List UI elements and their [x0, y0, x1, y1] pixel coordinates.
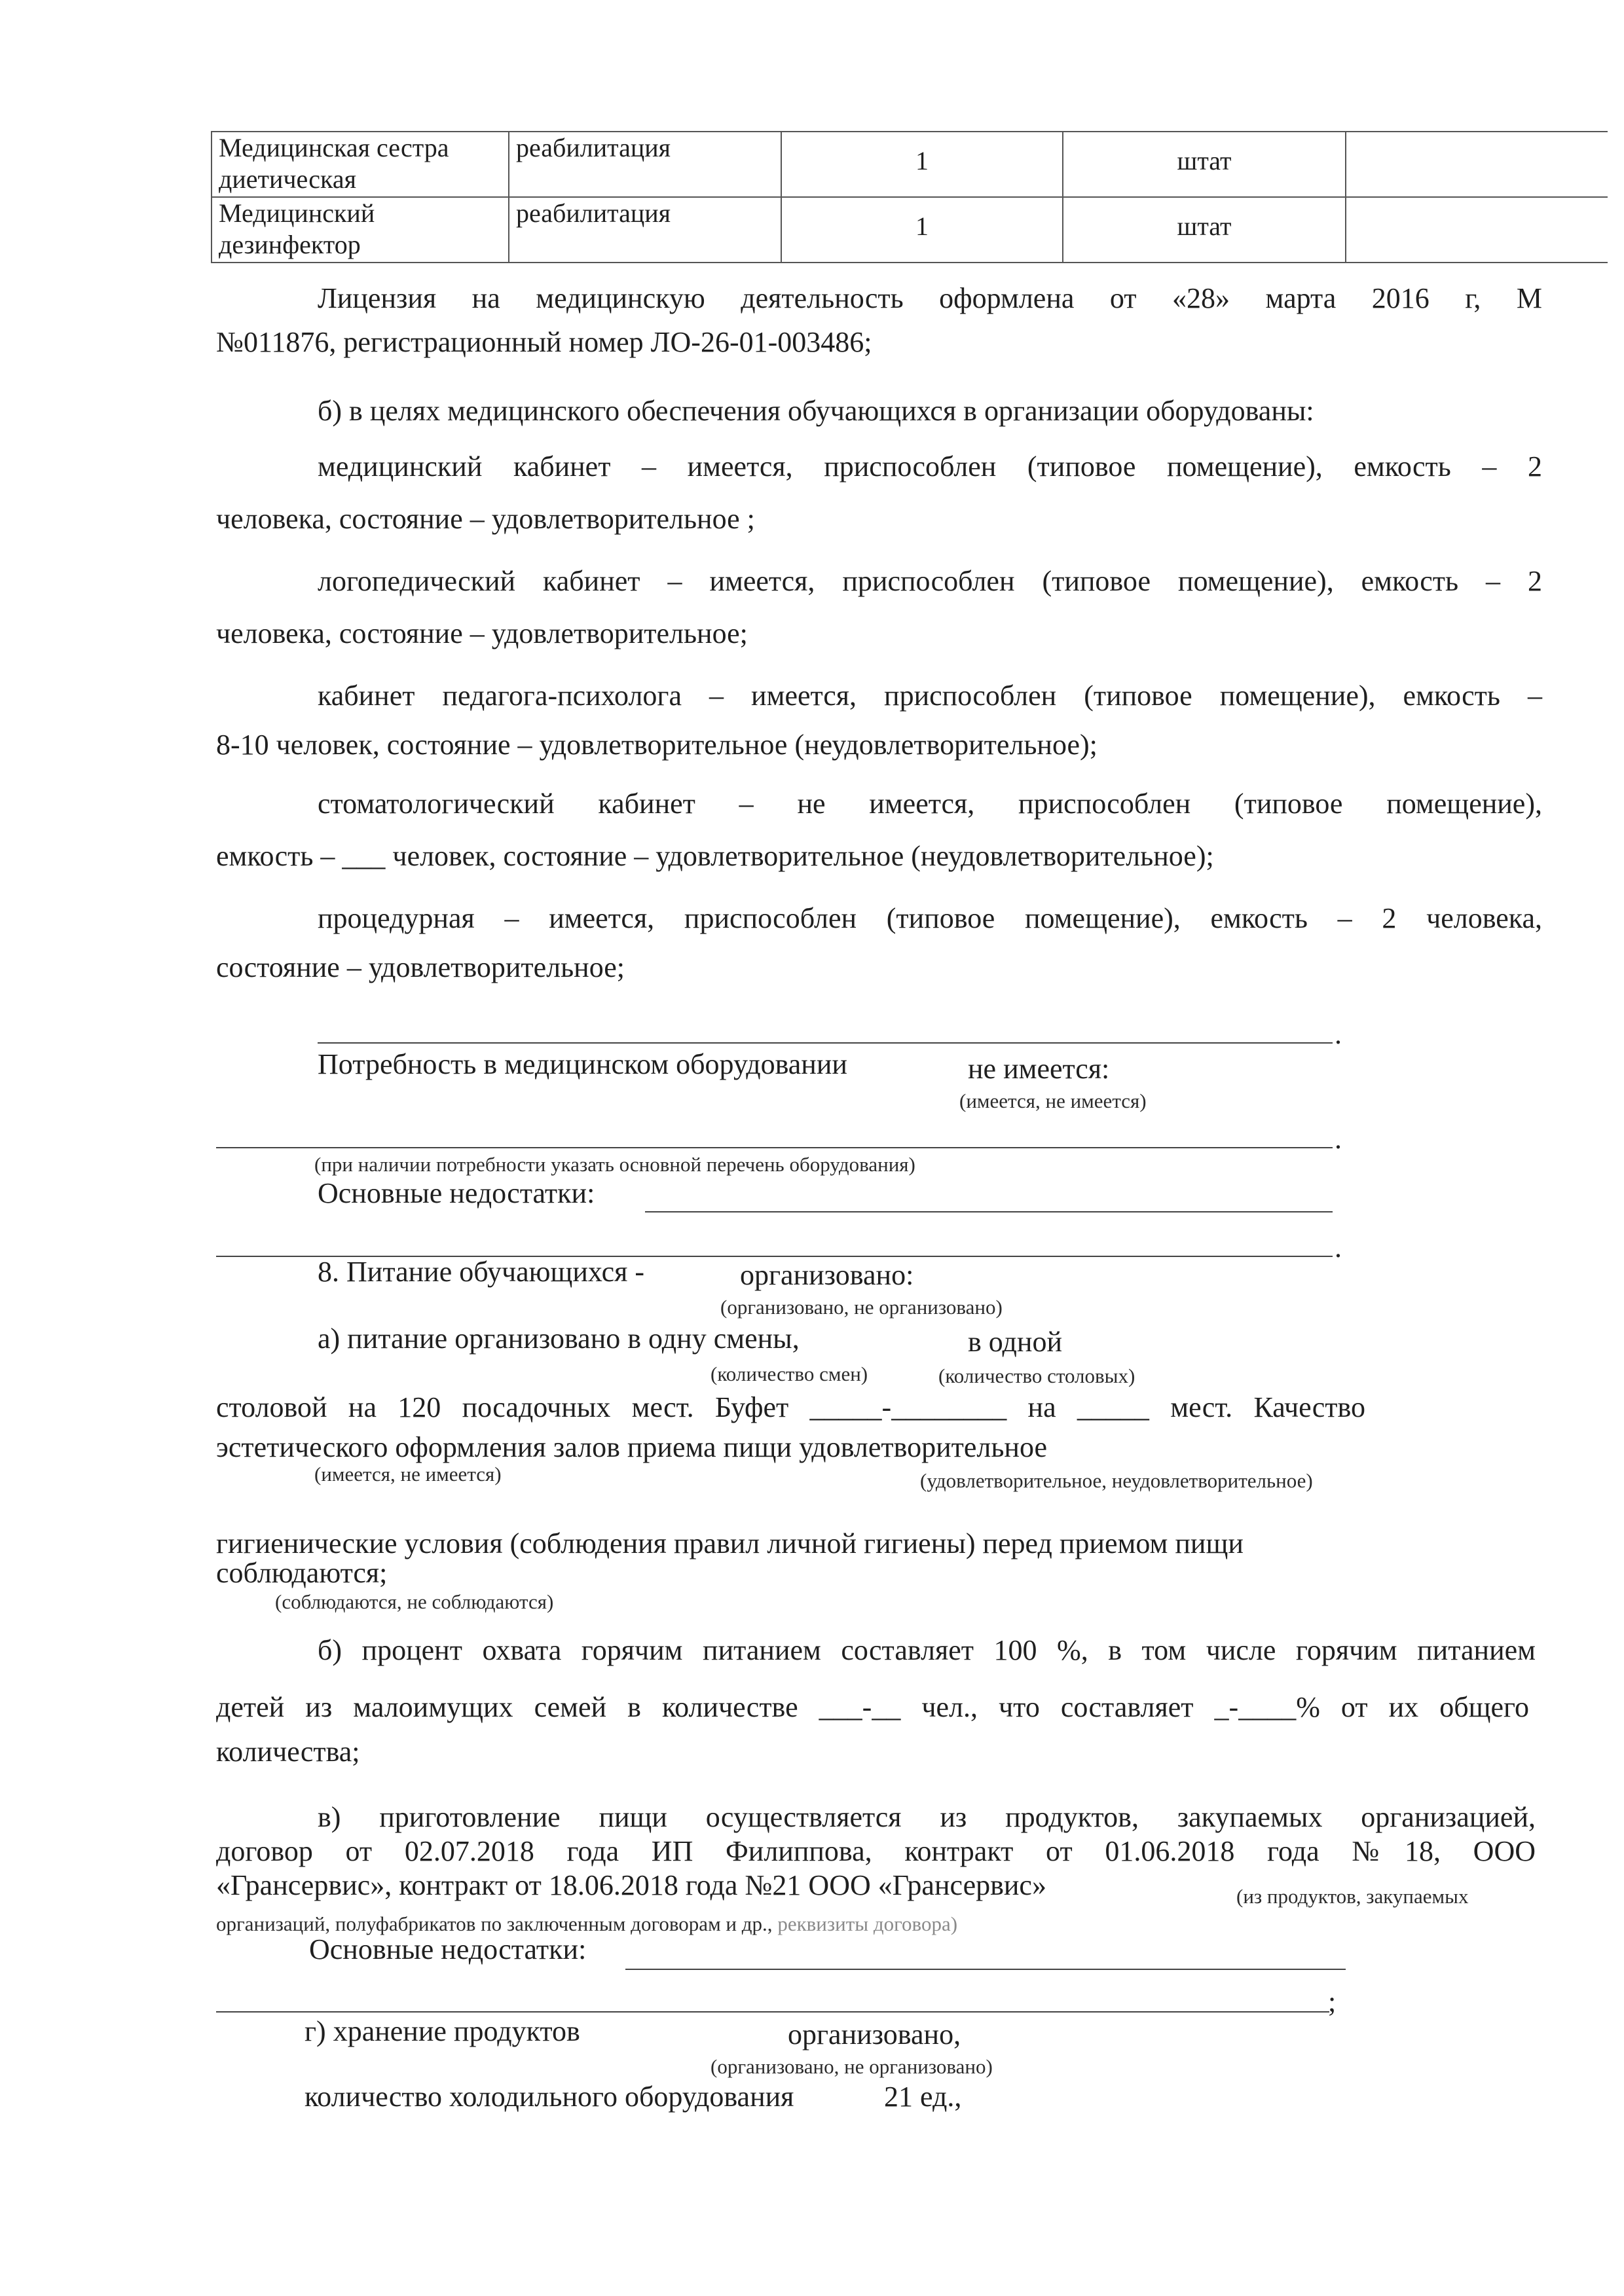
blank-line	[645, 1211, 1333, 1212]
psych-room-line-2: 8-10 человек, состояние – удовлетворительное (неудовлетворительное);	[216, 729, 1098, 761]
count-cell	[781, 197, 1063, 263]
nutrition-canteens: в одной	[968, 1326, 1062, 1358]
unit-value: штат	[1177, 211, 1232, 241]
logoped-room-line-2: человека, состояние – удовлетворительное;	[216, 617, 748, 649]
nutrition-status: организовано:	[740, 1259, 914, 1291]
fridge-text: количество холодильного оборудования	[304, 2081, 794, 2113]
food-prep-hint-1: (из продуктов, закупаемых	[1236, 1885, 1469, 1908]
nutrition-status-hint: (организовано, не организовано)	[720, 1296, 1003, 1319]
count-value: 1	[915, 211, 929, 241]
position-cell: Медицинский дезинфектор	[212, 197, 509, 263]
nutrition-heading: 8. Питание обучающихся -	[318, 1256, 645, 1288]
logoped-room-line-1: логопедический кабинет – имеется, приспособлен (типовое помещение), емкость – 2	[318, 565, 1542, 597]
storage-status: организовано,	[788, 2018, 961, 2050]
aesthetic-line: эстетического оформления залов приема пищи удовлетворительное	[216, 1431, 1048, 1463]
aesthetic-hint: (удовлетворительное, неудовлетворительное)	[920, 1469, 1313, 1492]
count-cell	[781, 132, 1063, 197]
hot-meals-line-2: детей из малоимущих семей в количестве ___-__ чел., что составляет _-____% от их общего	[216, 1691, 1529, 1723]
food-prep-hint-2-faint: реквизиты договора)	[777, 1912, 958, 1935]
food-prep-line-1: в) приготовление пищи осуществляется из продуктов, закупаемых организацией,	[318, 1801, 1536, 1833]
hot-meals-line-1: б) процент охвата горячим питанием составляет 100 %, в том числе горячим питанием	[318, 1634, 1536, 1666]
section-b-intro: б) в целях медицинского обеспечения обучающихся в организации оборудованы:	[318, 395, 1314, 427]
food-prep-line-2: договор от 02.07.2018 года ИП Филиппова, контракт от 01.06.2018 года №18, ООО	[216, 1835, 1536, 1867]
blank-line	[216, 1147, 1333, 1148]
equipment-list-hint: (при наличии потребности указать основной перечень оборудования)	[314, 1153, 915, 1176]
department-cell: реабилитация	[509, 197, 781, 263]
blank-line	[625, 1969, 1346, 1970]
procedure-room-line-1: процедурная – имеется, приспособлен (типовое помещение), емкость – 2 человека,	[318, 902, 1542, 934]
food-shortcomings-label: Основные недостатки:	[309, 1933, 587, 1965]
table-row	[212, 197, 1608, 263]
canteen-line: столовой на 120 посадочных мест. Буфет _____-________ на _____ мест. Качество	[216, 1391, 1365, 1423]
note-cell	[1346, 197, 1608, 263]
position-cell: Медицинская сестра диетическая	[212, 132, 509, 197]
fridge-value: 21 ед.,	[884, 2081, 962, 2113]
medical-room-line-1: медицинский кабинет – имеется, приспособлен (типовое помещение), емкость – 2	[318, 450, 1542, 483]
department-cell: реабилитация	[509, 132, 781, 197]
equipment-label: Потребность в медицинском оборудовании	[318, 1048, 847, 1080]
hygiene-hint: (соблюдаются, не соблюдаются)	[275, 1590, 554, 1613]
shifts-hint: (количество смен)	[710, 1362, 868, 1385]
food-prep-hint-2-text: организаций, полуфабрикатов по заключенным договорам и др.,	[216, 1912, 773, 1935]
food-prep-line-3: «Грансервис», контракт от 18.06.2018 года №21 ООО «Грансервис»	[216, 1869, 1046, 1901]
medical-room-line-2: человека, состояние – удовлетворительное ;	[216, 503, 755, 535]
unit-value: штат	[1177, 146, 1232, 175]
license-line-1: Лицензия на медицинскую деятельность оформлена от «28» марта 2016 г, М	[318, 282, 1542, 314]
equipment-value: не имеется:	[968, 1053, 1110, 1085]
license-line-2: №011876, регистрационный номер ЛО-26-01-003486;	[216, 326, 872, 358]
dental-room-line-1: стоматологический кабинет – не имеется, приспособлен (типовое помещение),	[318, 788, 1542, 820]
buffet-hint: (имеется, не имеется)	[314, 1463, 502, 1485]
table-row	[212, 132, 1608, 197]
storage-hint: (организовано, не организовано)	[710, 2055, 993, 2078]
hygiene-line-1: гигиенические условия (соблюдения правил личной гигиены) перед приемом пищи	[216, 1527, 1244, 1559]
canteens-hint: (количество столовых)	[938, 1364, 1135, 1387]
storage-text: г) хранение продуктов	[304, 2015, 580, 2047]
equipment-hint: (имеется, не имеется)	[959, 1089, 1147, 1112]
hygiene-line-2: соблюдаются;	[216, 1557, 388, 1589]
staff-table	[211, 131, 1608, 263]
note-cell	[1346, 132, 1608, 197]
blank-line	[216, 2011, 1329, 2013]
dental-room-line-2: емкость – ___ человек, состояние – удовлетворительное (неудовлетворительное);	[216, 840, 1214, 872]
hot-meals-line-3: количества;	[216, 1736, 360, 1768]
equipment-shortcomings-label: Основные недостатки:	[318, 1177, 595, 1209]
procedure-room-line-2: состояние – удовлетворительное;	[216, 951, 625, 983]
blank-line	[318, 1042, 1333, 1044]
psych-room-line-1: кабинет педагога-психолога – имеется, приспособлен (типовое помещение), емкость –	[318, 680, 1542, 712]
unit-cell	[1063, 197, 1346, 263]
count-value: 1	[915, 146, 929, 175]
unit-cell	[1063, 132, 1346, 197]
nutrition-shifts: а) питание организовано в одну смены,	[318, 1322, 800, 1355]
